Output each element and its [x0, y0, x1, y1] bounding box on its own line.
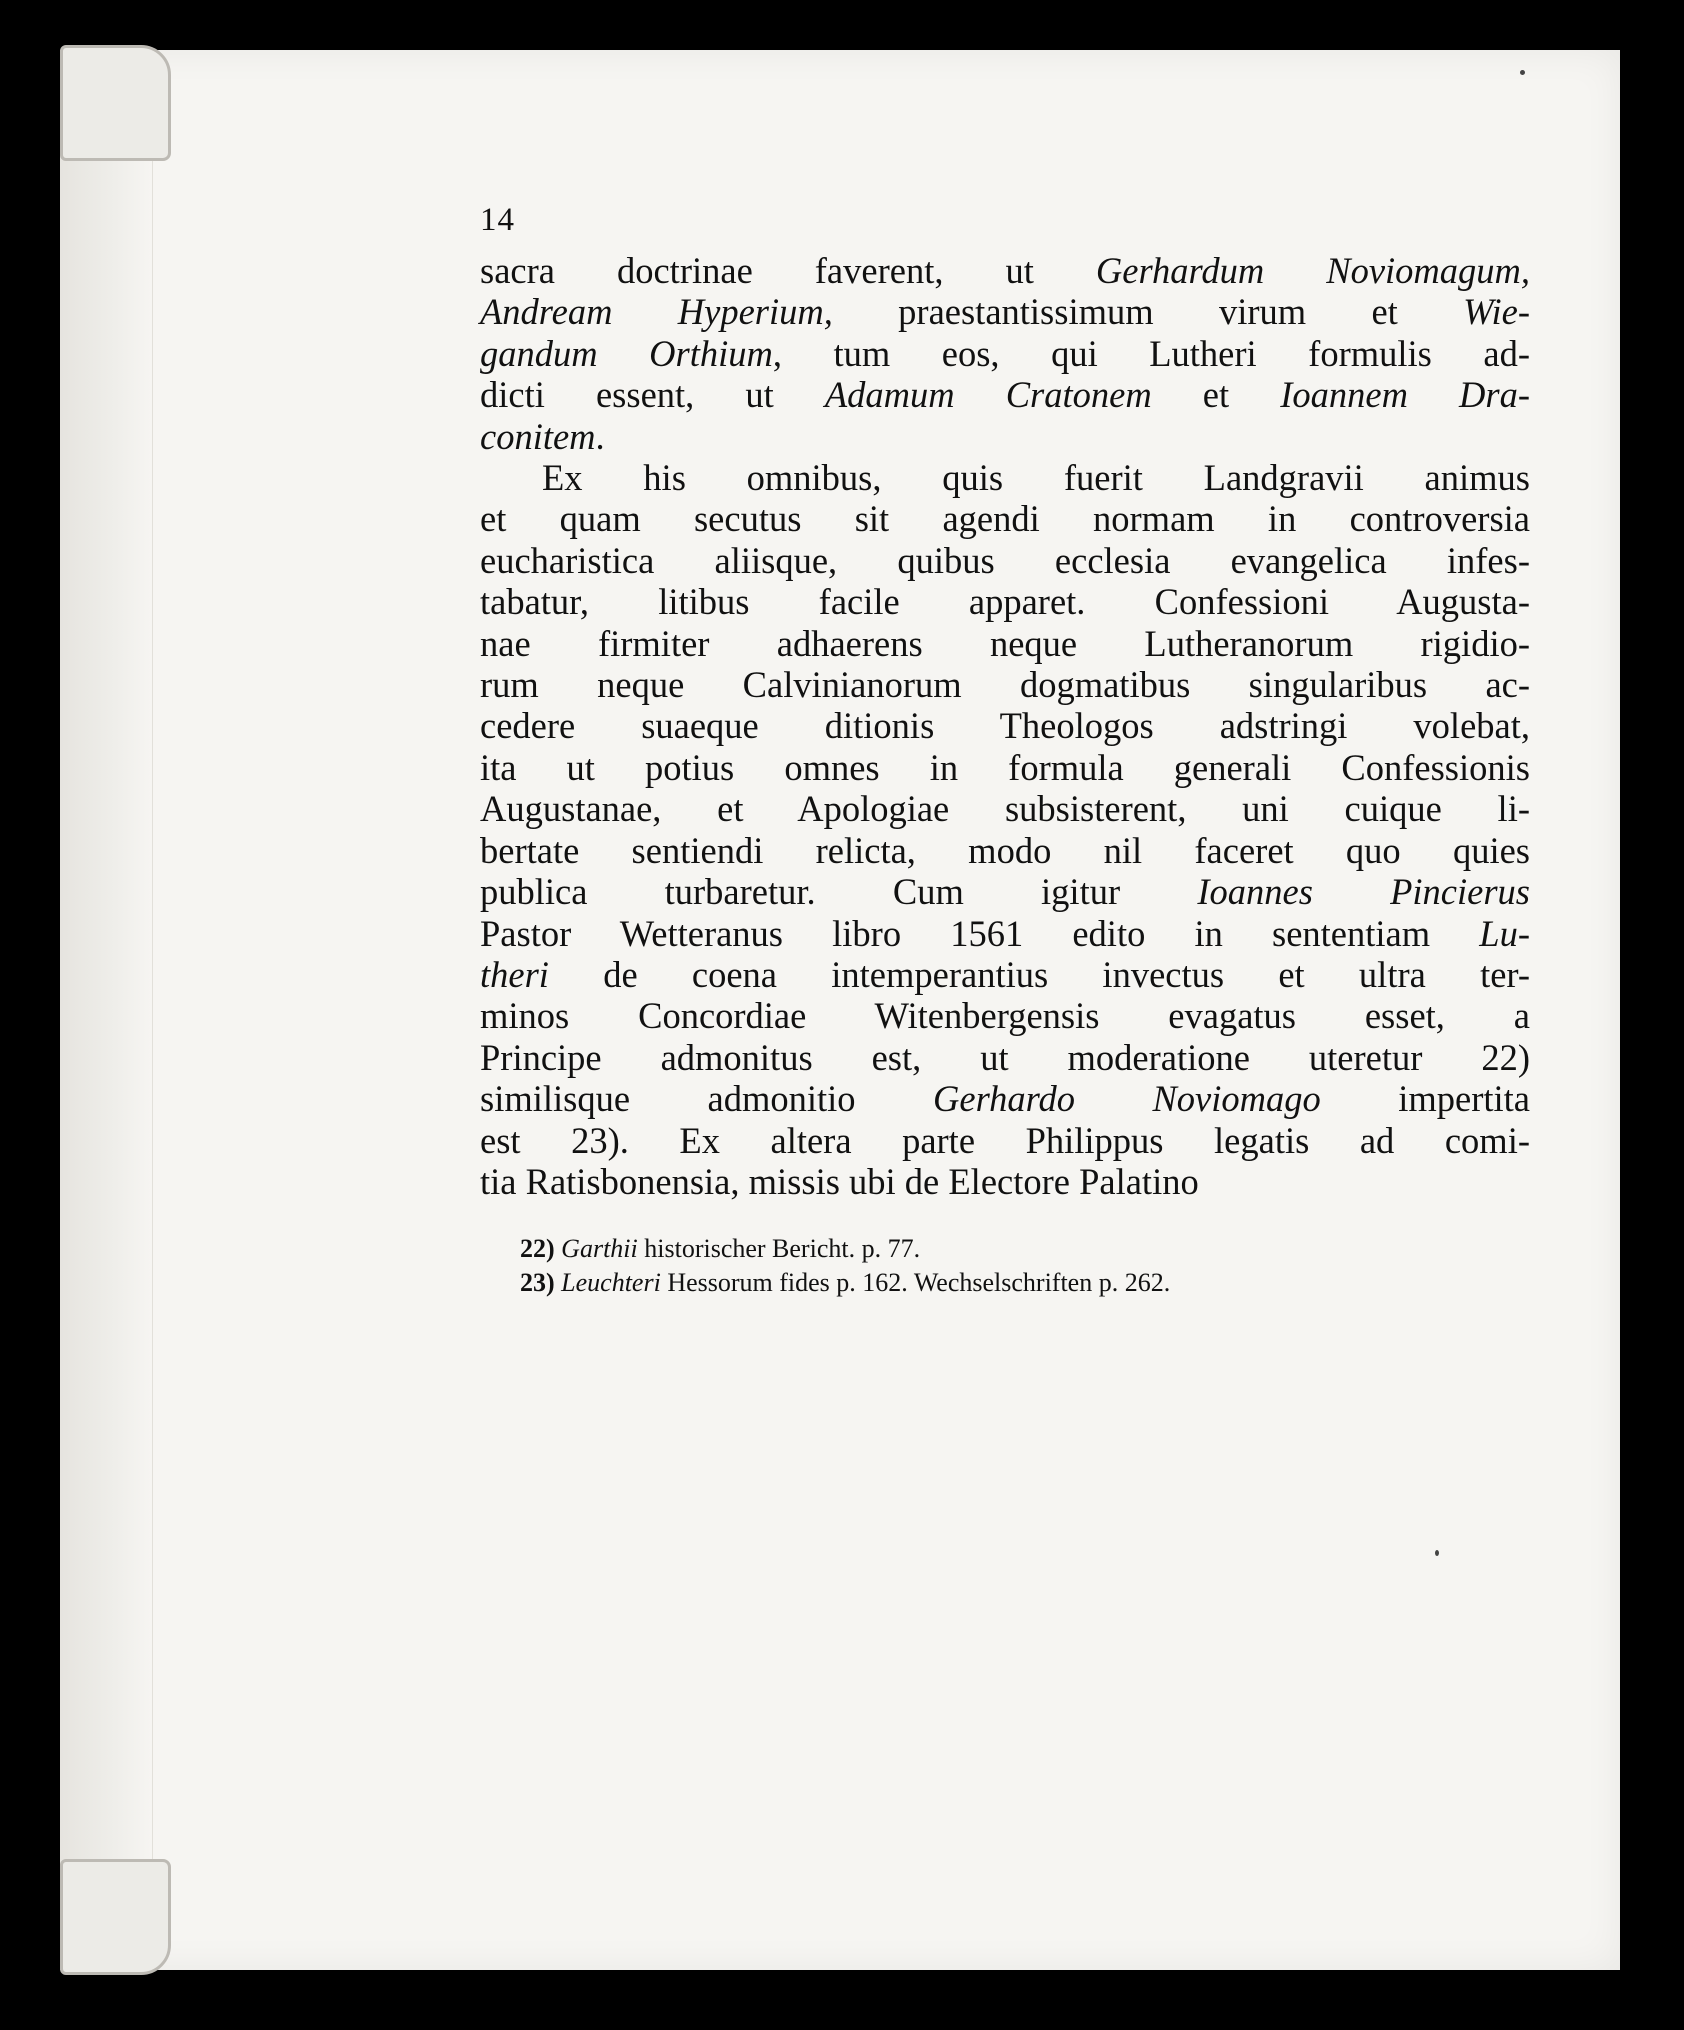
italic-name: Gerhardum Noviomagum, — [1095, 250, 1530, 291]
text-line — [480, 995, 1530, 1036]
binding-fold-top — [60, 45, 171, 161]
text-line — [480, 954, 1530, 995]
text-run: ita ut potius omnes in formula generali Confessionis — [480, 746, 1530, 788]
text-line — [480, 705, 1530, 746]
text-run: sacra doctrinae faverent, ut — [480, 250, 1096, 291]
text-run: minos Concordiae Witenbergensis evagatus esset, a — [480, 995, 1530, 1037]
scan-speck — [1520, 70, 1525, 75]
text-run: de coena intemperantius invectus et ultra ter- — [548, 953, 1530, 995]
italic-name: Adamum Cratonem — [824, 374, 1152, 416]
text-run: similisque admonitio — [480, 1078, 934, 1120]
text-run: bertate sentiendi relicta, modo nil faceret quo quies — [480, 829, 1530, 871]
footnote — [520, 1266, 1530, 1300]
italic-name: Wie- — [1463, 291, 1530, 333]
italic-name: conitem — [480, 415, 596, 457]
text-run: cedere suaeque ditionis Theologos adstringi volebat, — [480, 705, 1530, 747]
text-run: impertita — [1320, 1078, 1531, 1120]
italic-name: gandum Orthium — [480, 332, 773, 374]
text-line — [480, 540, 1530, 581]
footnote-text: historischer Bericht. p. 77. — [637, 1234, 921, 1264]
text-line — [480, 1037, 1530, 1078]
footnote-text: Hessorum fides p. 162. Wechselschriften p. 262. — [660, 1268, 1171, 1298]
text-run: est 23). Ex altera parte Philippus legatis ad comi- — [480, 1119, 1530, 1161]
text-run: et — [1151, 374, 1281, 416]
text-line — [480, 1120, 1530, 1161]
text-line — [480, 623, 1530, 664]
text-run: Principe admonitus est, ut moderatione uteretur 22) — [480, 1036, 1530, 1078]
text-run: publica turbaretur. Cum igitur — [480, 871, 1198, 913]
text-line — [480, 1161, 1530, 1202]
text-line — [480, 913, 1530, 954]
text-line — [480, 416, 1530, 457]
italic-name: Andream Hyperium, — [480, 291, 833, 333]
text-line — [480, 333, 1530, 374]
text-line — [480, 374, 1530, 415]
paragraph — [480, 457, 1530, 1202]
text-run: praestantissimum virum et — [832, 291, 1464, 333]
italic-name: Lu- — [1479, 912, 1530, 954]
text-run: , tum eos, qui Lutheri formulis ad- — [772, 332, 1530, 374]
italic-name: Gerhardo Noviomago — [933, 1078, 1321, 1120]
text-run: Ex his omnibus, quis fuerit Landgravii animus — [542, 457, 1530, 499]
book-page — [60, 50, 1620, 1970]
footnote-mark: 23) — [520, 1268, 555, 1298]
text-run: et quam secutus sit agendi normam in controversia — [480, 498, 1530, 540]
text-run: Augustanae, et Apologiae subsisterent, uni cuique li- — [480, 788, 1530, 830]
text-line — [480, 664, 1530, 705]
italic-name: theri — [480, 953, 549, 995]
text-run: tabatur, litibus facile apparet. Confessioni Augusta- — [480, 581, 1530, 623]
text-line — [480, 1078, 1530, 1119]
text-line — [480, 291, 1530, 332]
scan-speck — [1435, 1550, 1439, 1556]
text-line — [480, 830, 1530, 871]
text-run: dicti essent, ut — [480, 374, 825, 416]
text-run: nae firmiter adhaerens neque Lutheranorum rigidio- — [480, 622, 1530, 664]
text-run: tia Ratisbonensia, missis ubi de Electore Palatino — [480, 1160, 1199, 1202]
text-line — [480, 788, 1530, 829]
body-text — [480, 250, 1530, 1202]
footnotes — [480, 1232, 1530, 1300]
text-run: eucharistica aliisque, quibus ecclesia evangelica infes- — [480, 539, 1530, 581]
text-line — [480, 457, 1530, 498]
text-line — [480, 250, 1530, 291]
text-line — [480, 747, 1530, 788]
italic-name: Ioannem Dra- — [1280, 374, 1531, 416]
text-run: Pastor Wetteranus libro 1561 edito in sententiam — [480, 912, 1480, 954]
text-run: rum neque Calvinianorum dogmatibus singularibus ac- — [480, 664, 1530, 706]
footnote-author: Garthii — [561, 1234, 638, 1264]
paragraph — [480, 250, 1530, 457]
page-number: 14 — [480, 202, 515, 238]
page-binding-edge — [60, 50, 153, 1970]
page-content — [480, 200, 1530, 1300]
text-line — [480, 498, 1530, 539]
text-line — [480, 871, 1530, 912]
footnote — [520, 1232, 1530, 1266]
binding-fold-bottom — [60, 1859, 171, 1975]
footnote-mark: 22) — [520, 1234, 555, 1264]
italic-name: Ioannes Pincierus — [1197, 871, 1530, 913]
footnote-author: Leuchteri — [561, 1268, 661, 1298]
text-line — [480, 581, 1530, 622]
text-run: . — [595, 415, 605, 457]
